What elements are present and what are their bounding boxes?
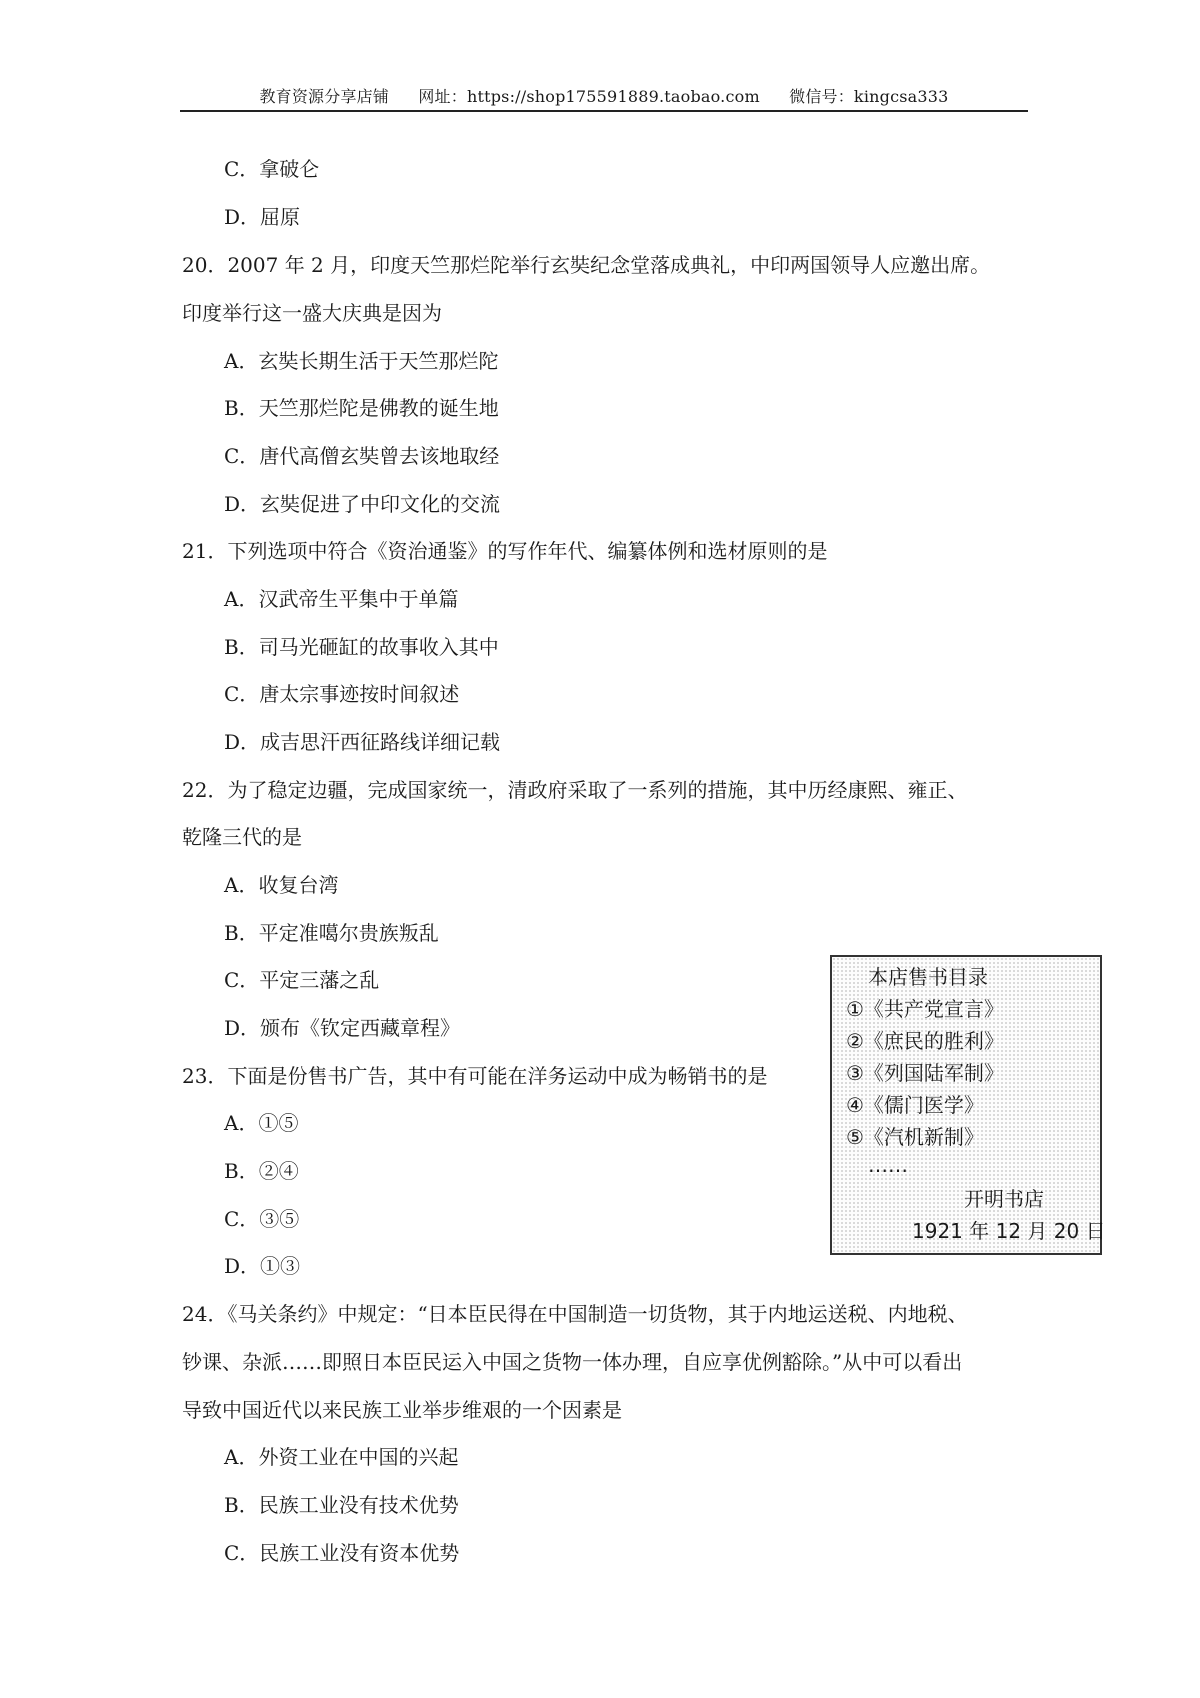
q22-option-c: C．平定三藩之乱 <box>224 968 380 992</box>
header-wechat: 微信号：kingcsa333 <box>789 87 949 106</box>
q22-stem-line1: 22．为了稳定边疆，完成国家统一，清政府采取了一系列的措施，其中历经康熙、雍正、 <box>182 778 968 802</box>
ad-ellipsis: …… <box>868 1153 908 1177</box>
ad-book-item: ①《共产党宣言》 <box>846 997 1004 1021</box>
q23-option-b: B．②④ <box>224 1159 299 1183</box>
ad-signature: 开明书店 <box>964 1187 1044 1211</box>
q20-stem-line2: 印度举行这一盛大庆典是因为 <box>182 301 442 325</box>
q24-stem-line2: 钞课、杂派……即照日本臣民运入中国之货物一体办理，自应享优例豁除。”从中可以看出 <box>182 1350 963 1374</box>
q21-stem: 21．下列选项中符合《资治通鉴》的写作年代、编纂体例和选材原则的是 <box>182 539 828 563</box>
q23-option-a: A．①⑤ <box>224 1111 299 1135</box>
q20-option-b: B．天竺那烂陀是佛教的诞生地 <box>224 396 499 420</box>
header-divider <box>180 110 1028 112</box>
q22-option-d: D．颁布《钦定西藏章程》 <box>224 1016 461 1040</box>
q23-stem: 23．下面是份售书广告，其中有可能在洋务运动中成为畅销书的是 <box>182 1064 768 1088</box>
ad-book-item: ②《庶民的胜利》 <box>846 1029 1004 1053</box>
ad-book-item: ③《列国陆军制》 <box>846 1061 1004 1085</box>
q19-option-d: D．屈原 <box>224 205 301 229</box>
q22-option-a: A．收复台湾 <box>224 873 339 897</box>
ad-book-item: ⑤《汽机新制》 <box>846 1125 984 1149</box>
header-url: 网址：https://shop175591889.taobao.com <box>418 87 760 106</box>
ad-date: 1921 年 12 月 20 日 <box>912 1219 1106 1243</box>
q19-option-c: C．拿破仑 <box>224 157 320 181</box>
q22-stem-line2: 乾隆三代的是 <box>182 825 302 849</box>
q20-option-a: A．玄奘长期生活于天竺那烂陀 <box>224 349 499 373</box>
page-header <box>180 84 1028 107</box>
q23-option-d: D．①③ <box>224 1254 301 1278</box>
q24-option-b: B．民族工业没有技术优势 <box>224 1493 459 1517</box>
q24-option-a: A．外资工业在中国的兴起 <box>224 1445 459 1469</box>
ad-title: 本店售书目录 <box>868 965 988 989</box>
q24-option-c: C．民族工业没有资本优势 <box>224 1541 460 1565</box>
q21-option-a: A．汉武帝生平集中于单篇 <box>224 587 459 611</box>
q20-stem-line1: 20．2007 年 2 月，印度天竺那烂陀举行玄奘纪念堂落成典礼，中印两国领导人应邀出席。 <box>182 253 991 277</box>
q23-option-c: C．③⑤ <box>224 1207 300 1231</box>
q21-option-c: C．唐太宗事迹按时间叙述 <box>224 682 460 706</box>
q24-stem-line1: 24．《马关条约》中规定：“日本臣民得在中国制造一切货物，其于内地运送税、内地税、 <box>182 1302 968 1326</box>
book-advertisement <box>830 955 1106 1255</box>
q21-option-b: B．司马光砸缸的故事收入其中 <box>224 635 499 659</box>
q24-stem-line3: 导致中国近代以来民族工业举步维艰的一个因素是 <box>182 1398 622 1422</box>
q22-option-b: B．平定准噶尔贵族叛乱 <box>224 921 439 945</box>
q20-option-c: C．唐代高僧玄奘曾去该地取经 <box>224 444 500 468</box>
q20-option-d: D．玄奘促进了中印文化的交流 <box>224 492 501 516</box>
ad-book-item: ④《儒门医学》 <box>846 1093 984 1117</box>
q21-option-d: D．成吉思汗西征路线详细记载 <box>224 730 501 754</box>
header-shop: 教育资源分享店铺 <box>259 87 390 106</box>
